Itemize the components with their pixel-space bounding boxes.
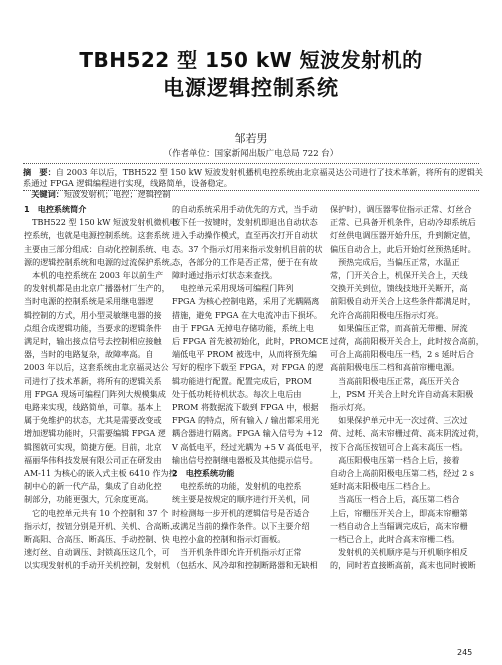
body-text-line: 辑功能进行配置。配置完成后，PROM xyxy=(172,375,312,386)
body-text-line: 可合上高前阳极电压一档，2 s 延时后合 xyxy=(330,349,474,360)
body-text-line: 前阳极自动开关合上这些条件都满足时， xyxy=(330,296,476,307)
abstract-line-1: 自 2003 年以后，TBH522 型 150 kW 短波发射机播机电控系统由北京福灵达公司进行了技术革新，将所有的逻辑关 xyxy=(55,167,483,177)
body-text-line: 高压阳极电压第一档合上后，接着 xyxy=(330,454,460,465)
body-text-line: V 高低电平，经过光耦为 +5 V 高低电平， xyxy=(172,441,328,452)
body-text-line: AM-11 为核心的嵌入式主板 6410 作为控 xyxy=(24,468,177,479)
body-text-line: TBH522 型 150 kW 短波发射机微机电 xyxy=(24,217,178,228)
abstract-block xyxy=(23,167,483,200)
column-1 xyxy=(24,203,178,573)
body-text-line: 用 FPGA 现场可编程门阵列大规模集成 xyxy=(24,388,166,399)
body-text-line: 器，当时的电路复杂，故障率高。自 xyxy=(24,349,154,360)
body-text-line: 过荷，高前阳极开关合上，此时按合高前， xyxy=(330,336,484,347)
body-text-line: 上后，帘栅压开关合上，即高末帘栅第 xyxy=(330,507,468,518)
body-text-line: 控系统，也就是电源控制系统。这套系统 xyxy=(24,230,170,241)
body-text-line: 灯丝供电调压器开始升压，升到额定值， xyxy=(330,230,476,241)
body-text-line: 或满足当前的操作条件。以下主要介绍 xyxy=(172,520,310,531)
body-text-line: FPGA 为核心控制电路，采用了光耦隔离 xyxy=(172,296,320,307)
body-text-line: 预热完成后，当偏压正常，水温正 xyxy=(330,256,460,267)
body-text-line: 以实现发射机的手动开关机控制，发射机 xyxy=(24,560,170,571)
body-text-line: 电控系统的功能，发射机的电控系 xyxy=(172,481,302,492)
body-text-line: 如果偏压正常，而高前无带栅、屏流 xyxy=(330,322,468,333)
bottom-divider xyxy=(23,190,479,191)
body-text-line: 交换开关到位，馈线技地开关断开，高 xyxy=(330,283,468,294)
body-text-line: 如果保护单元中无一次过荷、三次过 xyxy=(330,415,468,426)
body-text-line: 按下合高压按钮可合上高末高压一档。 xyxy=(330,441,468,452)
affiliation: （作者单位：国家新闻出版广电总局 722 台） xyxy=(163,149,339,159)
body-text-line: 满足时，输出接点信号去控制相应接触 xyxy=(24,336,162,347)
body-text-line: 由于 FPGA 无掉电存储功能，系统上电 xyxy=(172,322,314,333)
body-text-line: 当开机条件即允许开机指示灯正常 xyxy=(172,547,302,558)
column-3 xyxy=(330,203,484,573)
top-divider xyxy=(23,163,479,164)
body-text-line: 荷、过耗、高末帘栅过荷、高末阴流过荷， xyxy=(330,428,484,439)
body-text-line: 允许合高前阳极电压指示灯亮。 xyxy=(330,309,444,320)
body-text-line: 辑控制的方式，用小型灵敏继电器的接 xyxy=(24,309,162,320)
body-text-line: 源的逻辑控制系统和电源的过流保护系统。 xyxy=(24,256,178,267)
body-text-line: 的，同时若直接断高前，高末也同时被断 xyxy=(330,560,476,571)
body-text-line: 速灯丝、自动调压、封锁高压这几个，可 xyxy=(24,547,170,558)
body-text-line: 当高前阳极电压正常，高压开关合 xyxy=(330,375,460,386)
body-text-line: 辑图就可实现，简捷方便。目前，北京 xyxy=(24,441,162,452)
abstract-line-2: 系通过 FPGA 逻辑编程进行实现，线路简单，设备稳定。 xyxy=(23,178,232,188)
body-text-line: 常，门开关合上，机保开关合上，天线 xyxy=(330,270,468,281)
body-text-line: 发射机的关机顺序是与开机顺序相反 xyxy=(330,547,468,558)
body-text-line: 电路来实现，线路简单，可靠。基本上 xyxy=(24,402,162,413)
body-text-line: 上，PSM 开关合上时允许自动高末阳极 xyxy=(330,388,474,399)
body-text-line: 点组合成逻辑功能，当要求的逻辑条件 xyxy=(24,322,162,333)
body-text-line: PROM 将数据流下载到 FPGA 中，根据 xyxy=(172,402,319,413)
body-text-line: 指示灯亮。 xyxy=(330,402,371,413)
body-text-line: 延时高末阳极电压二档合上。 xyxy=(330,481,436,492)
keywords: 短波发射机；电控；逻辑控制 xyxy=(63,189,171,199)
body-text-line: 态。37 个指示灯用来指示发射机目前的状 xyxy=(172,243,323,254)
body-text-line: 当时电源的控制系统是采用继电器逻 xyxy=(24,296,154,307)
body-text-line: 输出信号控制继电器板及其他提示信号。 xyxy=(172,454,318,465)
body-text-line: 断高阳、合高压、断高压、手动控制、快 xyxy=(24,534,170,545)
body-text-line: 措施，避免 FPGA 在大电流冲击下损坏。 xyxy=(172,309,322,320)
body-text-line: 电控单元采用现场可编程门阵列 xyxy=(172,283,294,294)
title-line-1: TBH522 型 150 kW 短波发射机的 xyxy=(79,48,423,72)
body-text-line: 2003 年以后，这套系统由北京福灵达公 xyxy=(24,362,169,373)
body-text-line: 指示灯，按钮分别是开机、关机、合高断、 xyxy=(24,520,178,531)
body-text-line: 障时通过指示灯状态来查找。 xyxy=(172,270,278,281)
body-text-line: 司进行了技术革新，将所有的逻辑关系 xyxy=(24,375,162,386)
section-heading: 1 电控系统简介 xyxy=(24,204,87,214)
body-text-line: 正常、已具备开机条件，启动冷却系统后 xyxy=(330,217,476,228)
body-text-line: 处于低功耗待机状态。每次上电后由 xyxy=(172,388,302,399)
body-text-line: 写好的程序下载至 FPGA，对 FPGA 的逻 xyxy=(172,362,324,373)
body-text-line: 增加逻辑功能时，只需要编辑 FPGA 逻 xyxy=(24,428,166,439)
body-text-line: 福丽华伟科技发展有限公司正在研发由 xyxy=(24,454,162,465)
body-text-line: 时检测每一步开机的逻辑信号是否适合 xyxy=(172,507,310,518)
body-text-line: 保护时），调压器零位指示正常、灯丝合 xyxy=(330,204,472,214)
author: 邹若男 xyxy=(234,132,268,145)
body-text-line: 进入手动操作模式，直至再次打开自动状 xyxy=(172,230,318,241)
column-2 xyxy=(172,203,329,573)
body-text-line: 统主要是按规定的顺序进行开关机，同 xyxy=(172,494,310,505)
body-text-line: 偏压自动合上，此后开始灯丝预热延时。 xyxy=(330,243,476,254)
body-text-line: 当高压一档合上后，高压第二档合 xyxy=(330,494,460,505)
body-text-line: 后 FPGA 首先被初始化，此时，PROMCE xyxy=(172,336,329,347)
body-text-line: 一档已合上，此时合高末帘栅二档。 xyxy=(330,534,460,545)
body-text-line: 一档自动合上当辐调完成后，高末帘栅 xyxy=(330,520,468,531)
body-text-line: 属于免维护的状态，尤其是需要改变或 xyxy=(24,415,162,426)
body-text-line: 端低电平 PROM 被选中，从而将预先编 xyxy=(172,349,317,360)
keywords-label: 关键词： xyxy=(31,189,64,199)
title-line-2: 电源逻辑控制系统 xyxy=(163,76,339,100)
body-text-line: 它的电控单元共有 10 个控制和 37 个 xyxy=(24,507,169,518)
body-text-line: 的自动系统采用手动优先的方式，当手动 xyxy=(172,204,318,214)
body-text-line: 态，各部分的工作是否正常，便于在有故 xyxy=(172,256,318,267)
body-text-line: 制中心的新一代产品，集成了自动化控 xyxy=(24,481,162,492)
body-text-line: 主要由三部分组成：自动化控制系统、电 xyxy=(24,243,170,254)
body-text-line: 自动合上高前阳极电压第二档，经过 2 s xyxy=(330,468,474,479)
body-text-line: 的发射机都是由北京广播器材厂生产的， xyxy=(24,283,170,294)
body-text-line: （包括水、风冷却和控制断路器和无缺相 xyxy=(172,560,318,571)
body-text-line: 电控小盒的控制和指示灯面板。 xyxy=(172,534,286,545)
section-heading: 2 电控系统功能 xyxy=(172,468,235,479)
body-text-line: 按下任一按键时，发射机即退出自动状态 xyxy=(172,217,318,228)
body-text-line: 耦合器进行隔离。FPGA 输入信号为 +12 xyxy=(172,428,323,439)
body-text-line: FPGA 的特点，所有输入 / 输出都采用光 xyxy=(172,415,320,426)
page-number: 245 xyxy=(457,648,473,657)
body-text-line: 本机的电控系统在 2003 年以前生产 xyxy=(24,270,164,281)
abstract-label: 摘 要： xyxy=(23,167,56,177)
body-text-line: 制部分，功能更强大，冗余度更高。 xyxy=(24,494,154,505)
body-text-line: 高前阳极电压二档和高前帘栅电源。 xyxy=(330,362,460,373)
